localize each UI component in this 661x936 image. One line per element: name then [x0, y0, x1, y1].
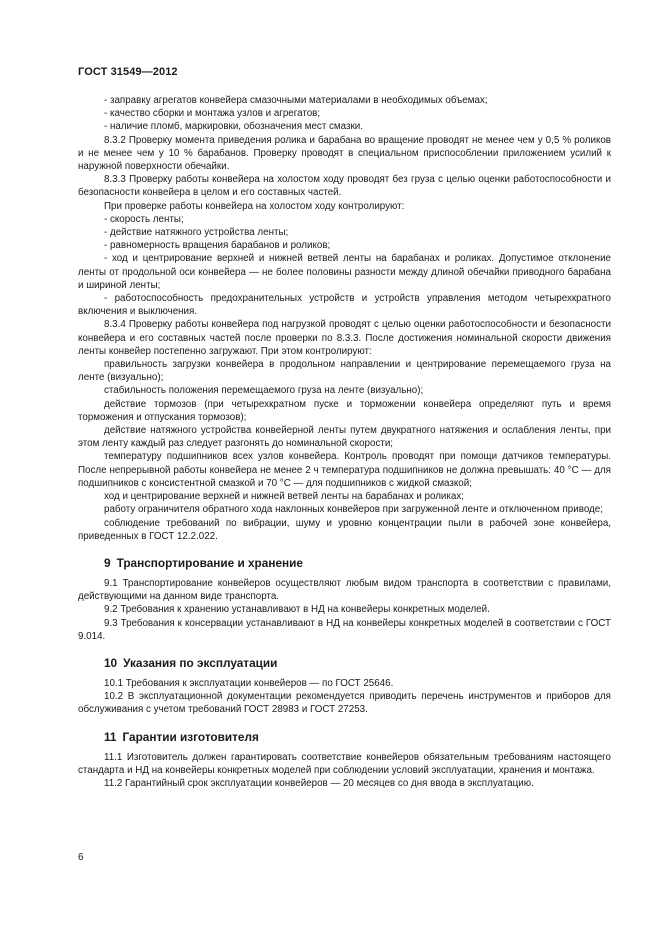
paragraph: - скорость ленты; — [104, 213, 184, 225]
paragraph: работу ограничителя обратного хода наклонных конвейеров при загруженной ленте и отключенном приводе; — [104, 504, 603, 516]
paragraph: правильность загрузки конвейера в продольном направлении и центрирование перемещаемого груза на ленте (визуально); — [78, 359, 611, 384]
section-number: 11 — [104, 729, 117, 744]
paragraph: - качество сборки и монтажа узлов и агрегатов; — [104, 108, 321, 120]
section-title: Транспортирование и хранение — [116, 555, 303, 570]
paragraph: ход и центрирование верхней и нижней ветвей ленты на барабанах и роликах; — [104, 491, 464, 503]
paragraph-9-3: 9.3 Требования к консервации устанавливают в НД на конвейеры конкретных моделей в соответствии с ГОСТ 9.014. — [78, 617, 611, 642]
paragraph-9-2: 9.2 Требования к хранению устанавливают в НД на конвейеры конкретных моделей. — [104, 604, 490, 616]
paragraph-11-2: 11.2 Гарантийный срок эксплуатации конвейеров — 20 месяцев со дня ввода в эксплуатацию. — [104, 777, 534, 789]
section-title: Гарантии изготовителя — [122, 729, 259, 744]
paragraph: - работоспособность предохранительных устройств и устройств управления методом четырехкратного включения и выключения. — [78, 293, 611, 318]
paragraph-10-2: 10.2 В эксплуатационной документации рекомендуется приводить перечень инструментов и приборов для обслуживания с учетом требований ГОСТ 28983 и ГОСТ 27253. — [78, 691, 611, 716]
paragraph: При проверке работы конвейера на холостом ходу контролируют: — [104, 200, 405, 212]
paragraph: - действие натяжного устройства ленты; — [104, 227, 289, 239]
paragraph-8-3-4: 8.3.4 Проверку работы конвейера под нагрузкой проводят с целью оценки работоспособности и безопасности конвейера и его составных частей после проверки по 8.3.3. После достижения номинальной скорости движения ленты конвейер постепенно загружают. При этом контролируют: — [78, 319, 611, 357]
section-title: Указания по эксплуатации — [123, 655, 278, 670]
page-body — [78, 94, 611, 790]
paragraph: - ход и центрирование верхней и нижней ветвей ленты на барабанах и роликах. Допустимое отклонение ленты от продольной оси конвейера — не более половины разности между длиной обечайки приводного барабана и шириной ленты; — [78, 253, 611, 291]
paragraph: действие тормозов (при четырехкратном пуске и торможении конвейера определяют путь и время торможения и отпускания тормозов); — [78, 398, 611, 423]
paragraph-8-3-3: 8.3.3 Проверку работы конвейера на холостом ходу проводят без груза с целью оценки работоспособности и безопасности конвейера в целом и его составных частей. — [78, 174, 611, 199]
section-heading-10 — [104, 656, 611, 671]
paragraph: температуру подшипников всех узлов конвейера. Контроль проводят при помощи датчиков температуры. После непрерывной работы конвейера не менее 2 ч температура подшипников не должна превышать: 40 °С — для подшипников с консистентной смазкой и 70 °С — для подшипников с жидкой смазкой; — [78, 451, 611, 489]
paragraph: - заправку агрегатов конвейера смазочными материалами в необходимых объемах; — [104, 95, 488, 106]
page-header: ГОСТ 31549—2012 — [78, 66, 178, 78]
paragraph-10-1: 10.1 Требования к эксплуатации конвейеров — по ГОСТ 25646. — [104, 677, 394, 689]
paragraph: действие натяжного устройства конвейерной ленты путем двукратного натяжения и ослабления ленты, при этом ленту каждый раз следует разгонять до номинальной скорости; — [78, 425, 611, 450]
paragraph: стабильность положения перемещаемого груза на ленте (визуально); — [104, 385, 424, 397]
paragraph-8-3-2: 8.3.2 Проверку момента приведения ролика и барабана во вращение проводят не менее чем у 0,5 % роликов и не менее чем у 10 % барабанов. Проверку проводят в специальном приспособлении приложением усилий к наружной поверхности обечайки. — [78, 134, 611, 173]
paragraph: соблюдение требований по вибрации, шуму и уровню концентрации пыли в рабочей зоне конвейера, приведенных в ГОСТ 12.2.022. — [78, 517, 611, 542]
paragraph-9-1: 9.1 Транспортирование конвейеров осуществляют любым видом транспорта в соответствии с правилами, действующими на данном виде транспорта. — [78, 577, 611, 603]
section-number: 9 — [104, 555, 111, 570]
section-heading-11 — [104, 730, 611, 745]
paragraph: - равномерность вращения барабанов и роликов; — [104, 240, 331, 252]
page-number: 6 — [78, 852, 84, 863]
section-heading-9 — [104, 556, 611, 571]
section-number: 10 — [104, 655, 118, 670]
paragraph-11-1: 11.1 Изготовитель должен гарантировать соответствие конвейеров обязательным требованиям настоящего стандарта и НД на конвейеры конкретных моделей при соблюдении условий эксплуатации, хранения и монтажа. — [78, 751, 611, 776]
paragraph: - наличие пломб, маркировки, обозначения мест смазки. — [104, 121, 363, 133]
